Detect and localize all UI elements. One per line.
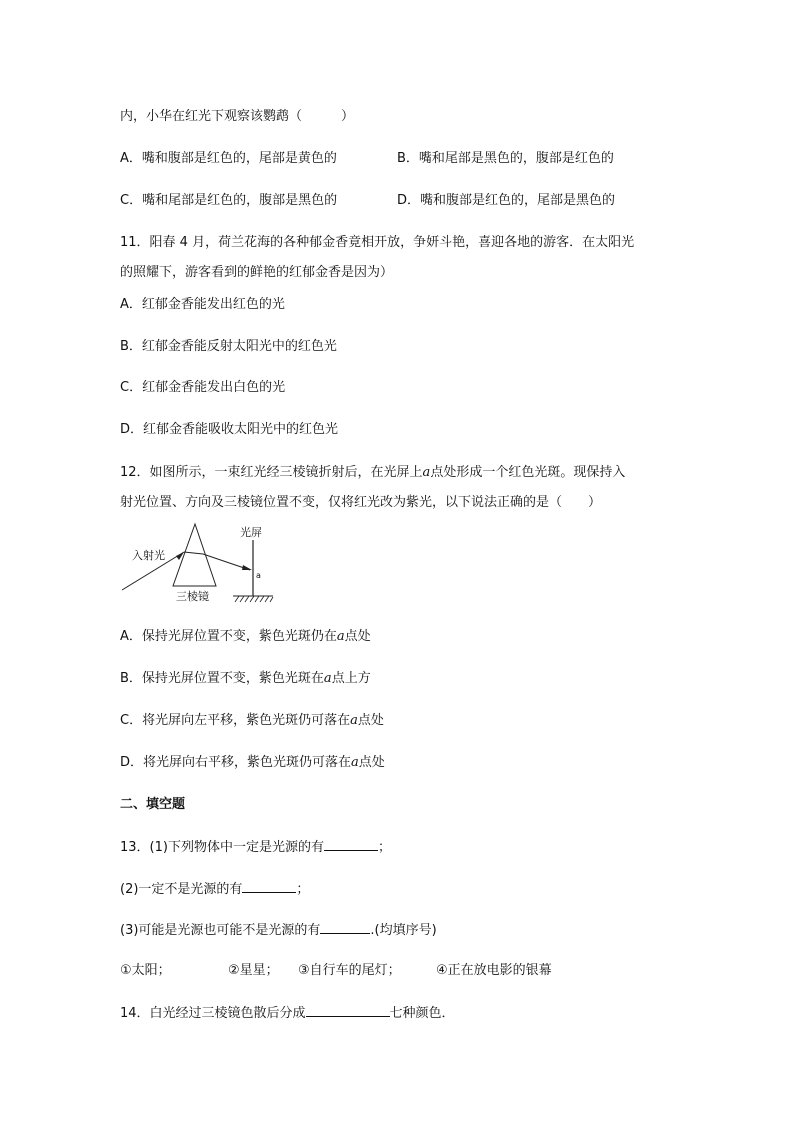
emergent-arrow <box>242 565 252 570</box>
q12-option-d <box>120 754 385 772</box>
q12-stem-line2: 射光位置、方向及三棱镜位置不变，仅将红光改为紫光，以下说法正确的是（ ） <box>120 495 602 510</box>
q12-option-b-pre: B．保持光屏位置不变，紫色光斑在 <box>120 671 324 686</box>
q13-part2-text: (2)一定不是光源的有 <box>120 882 243 897</box>
q14-line <box>120 1004 455 1023</box>
screen-label: 光屏 <box>240 526 262 539</box>
q12-option-a-point: a <box>336 629 345 644</box>
q12-option-a <box>120 628 371 646</box>
q12-option-c-pre: C．将光屏向左平移，紫色光斑仍可落在 <box>120 713 351 728</box>
q10-option-a: A．嘴和腹部是红色的，尾部是黄色的 <box>120 151 337 166</box>
q13-part1-text: 13．(1)下列物体中一定是光源的有 <box>120 840 324 855</box>
q12-option-b-point: a <box>323 671 332 686</box>
q13-part1-end: ； <box>377 840 391 855</box>
q11-stem-line2: 的照耀下，游客看到的鲜艳的红郁金香是因为） <box>120 265 394 280</box>
q13-item-2: ②星星； <box>228 963 279 978</box>
q10-option-d: D．嘴和腹部是红色的，尾部是黑色的 <box>397 193 616 208</box>
q11-stem-line1: 11．阳春 4 月，荷兰花海的各种郁金香竟相开放，争妍斗艳，喜迎各地的游客．在太阳光 <box>120 235 635 250</box>
q12-option-a-post: 点处 <box>344 629 371 644</box>
q13-item-3: ③自行车的尾灯； <box>298 963 401 978</box>
prism-label: 三棱镜 <box>176 590 209 603</box>
section-title-fill-in: 二、填空题 <box>120 797 186 812</box>
q12-stem-line1 <box>120 464 625 482</box>
q12-option-b-post: 点上方 <box>331 671 371 686</box>
q13-item-4: ④正在放电影的银幕 <box>436 963 552 978</box>
q13-blank-1[interactable] <box>324 838 378 851</box>
q10-option-c: C．嘴和尾部是红色的，腹部是黑色的 <box>120 193 338 208</box>
q12-option-b <box>120 670 371 688</box>
q11-option-a: A．红郁金香能发出红色的光 <box>120 297 285 312</box>
q11-option-b: B．红郁金香能反射太阳光中的红色光 <box>120 339 337 354</box>
q12-option-d-pre: D．将光屏向右平移，紫色光斑仍可落在 <box>120 755 352 770</box>
q13-item-1: ①太阳； <box>120 963 171 978</box>
q14-end: 七种颜色． <box>389 1006 455 1021</box>
q13-items <box>120 962 552 980</box>
point-a-label: a <box>256 571 261 580</box>
q13-part3-text: (3)可能是光源也可能不是光源的有 <box>120 923 321 938</box>
q12-option-d-post: 点处 <box>358 755 385 770</box>
q12-stem-part2: 点处形成一个红色光斑。现保持入 <box>430 465 626 480</box>
q14-blank[interactable] <box>306 1004 390 1017</box>
refracted-ray-inside <box>184 552 203 554</box>
q11-option-d: D．红郁金香能吸收太阳光中的红色光 <box>120 422 339 437</box>
q12-option-c <box>120 712 384 730</box>
q13-part2-end: ； <box>296 882 310 897</box>
q13-line2 <box>120 880 309 899</box>
q10-option-b: B．嘴和尾部是黑色的，腹部是红色的 <box>397 151 614 166</box>
q14-text: 14．白光经过三棱镜色散后分成 <box>120 1006 306 1021</box>
q12-option-c-point: a <box>350 713 358 728</box>
prism-diagram <box>118 518 288 608</box>
q12-option-a-pre: A．保持光屏位置不变，紫色光斑仍在 <box>120 629 337 644</box>
q13-line3 <box>120 921 437 940</box>
q12-option-c-post: 点处 <box>357 713 384 728</box>
q13-part3-end: .(均填序号) <box>370 923 437 938</box>
incident-light-label: 入射光 <box>132 549 165 562</box>
q13-blank-2[interactable] <box>242 880 296 893</box>
q13-blank-3[interactable] <box>320 921 370 934</box>
q13-line1 <box>120 838 391 857</box>
q12-point-a: a <box>422 465 431 480</box>
q11-option-c: C．红郁金香能发出白色的光 <box>120 380 286 395</box>
ground-hatch <box>235 596 273 602</box>
q12-stem-part1: 12．如图所示，一束红光经三棱镜折射后，在光屏上 <box>120 465 423 480</box>
q12-option-d-point: a <box>351 755 359 770</box>
q10-stem: 内，小华在红光下观察该鹦鹉（ ） <box>120 109 355 124</box>
